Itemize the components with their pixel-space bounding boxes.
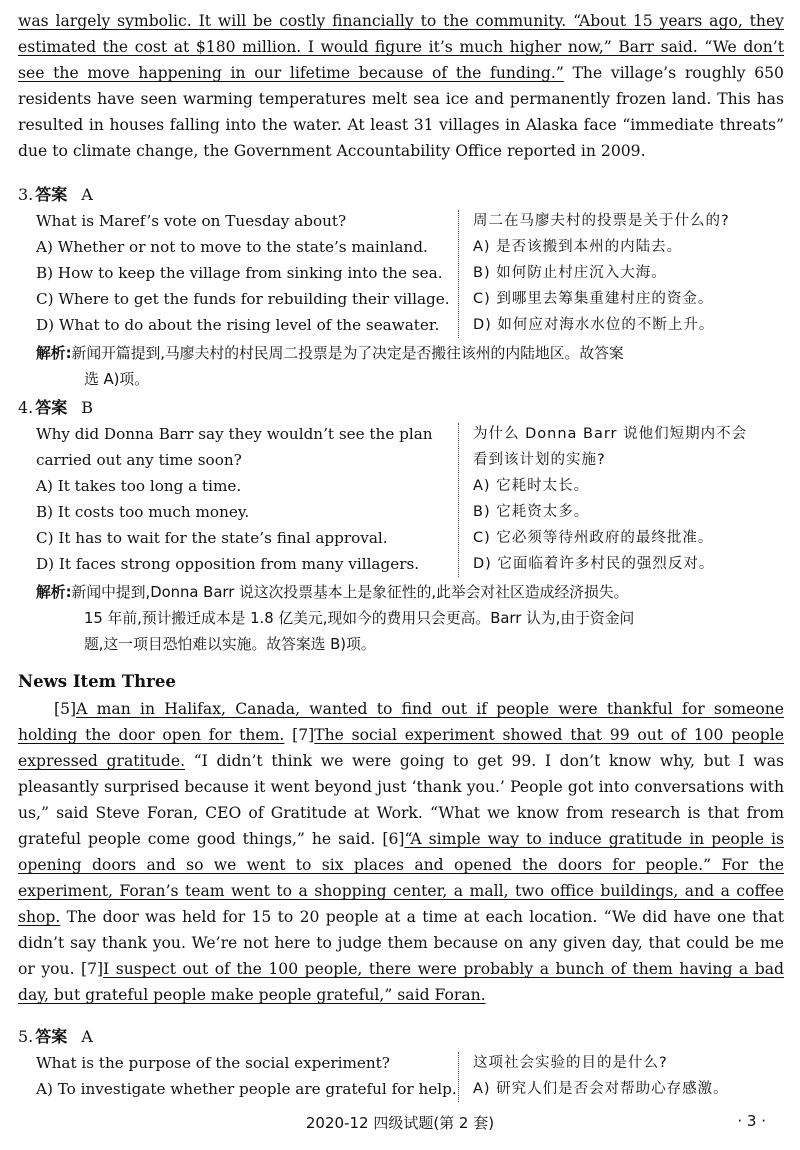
page-footer bbox=[0, 1112, 800, 1136]
q5-divider bbox=[458, 1052, 459, 1102]
q5-stem-zh: 这项社会实验的目的是什么? bbox=[473, 1055, 668, 1071]
q3-explanation-line-2: 选 A)项。 bbox=[84, 371, 149, 388]
q3-option-a-en: A) Whether or not to move to the state’s mainland. bbox=[36, 238, 428, 256]
q3-option-c-en: C) Where to get the funds for rebuilding their village. bbox=[36, 290, 450, 308]
q3-answer: A bbox=[81, 185, 93, 204]
q5-answer-label: 答案 bbox=[35, 1027, 68, 1046]
q3-explanation bbox=[36, 341, 784, 393]
q3-chinese bbox=[473, 208, 791, 338]
news-item-three-title: News Item Three bbox=[18, 672, 176, 691]
news3-text-segment: The door was held for 15 to 20 people at a time at each location. “We did have one that didn’t say thank you. We’re not here to judge them because on any given day, that could be me or you. [7] bbox=[18, 908, 784, 978]
q5-chinese bbox=[473, 1050, 791, 1102]
news3-underlined-segment: The social experiment showed that 99 out of 100 people expressed gratitude. bbox=[18, 726, 784, 770]
q4-option-b-zh: B) 它耗资太多。 bbox=[473, 504, 590, 520]
q5-stem-en: What is the purpose of the social experiment? bbox=[36, 1054, 390, 1072]
news3-underlined-segment: I suspect out of the 100 people, there were probably a bunch of them having a bad day, but grateful people make people grateful,” said Foran. bbox=[18, 960, 784, 1004]
news3-underlined-segment: “A simple way to induce gratitude in people is opening doors and so we went to six places and opened the doors for people.” For the experiment, Foran’s team went to a shopping center, a mall, two office buildings, and a coffee shop. bbox=[18, 830, 784, 926]
q4-stem-en-line-1: Why did Donna Barr say they wouldn’t see the plan bbox=[36, 425, 433, 443]
q4-stem-en-line-2: carried out any time soon? bbox=[36, 451, 242, 469]
q4-stem-zh-line-1: 为什么 Donna Barr 说他们短期内不会 bbox=[473, 426, 748, 442]
q4-explanation-line-1: 新闻中提到,Donna Barr 说这次投票基本上是象征性的,此举会对社区造成经济损失。 bbox=[71, 584, 629, 601]
intro-underlined-segment: was largely symbolic. It will be costly financially to the community. “About 15 years ago, they estimated the cost at $180 million. I would figure it’s much higher now,” Barr said. “We don’t see the move happening in our lifetime because of the funding.” bbox=[18, 12, 784, 82]
q3-option-b-en: B) How to keep the village from sinking into the sea. bbox=[36, 264, 443, 282]
q3-stem-en: What is Maref’s vote on Tuesday about? bbox=[36, 212, 347, 230]
intro-text-segment: The village’s roughly 650 residents have seen warming temperatures melt sea ice and permanently frozen land. This has resulted in houses falling into the water. At least 31 villages in Alaska face “immediate threats” due to climate change, the Government Accountability Office reported in 2009. bbox=[18, 64, 784, 160]
news-passage-two-ending bbox=[18, 8, 784, 164]
q3-divider bbox=[458, 210, 459, 338]
q3-number: 3. bbox=[18, 185, 34, 204]
news3-underlined-segment: A man in Halifax, Canada, wanted to find out if people were thankful for someone holding the door open for them. bbox=[18, 700, 784, 744]
q5-answer: A bbox=[81, 1027, 93, 1046]
q4-explanation-line-2: 15 年前,预计搬迁成本是 1.8 亿美元,现如今的费用只会更高。Barr 认为,由于资金问 bbox=[84, 610, 635, 627]
news3-text-segment: [5] bbox=[54, 700, 77, 718]
q5-number: 5. bbox=[18, 1027, 34, 1046]
q3-option-a-zh: A) 是否该搬到本州的内陆去。 bbox=[473, 239, 683, 255]
q4-chinese bbox=[473, 421, 791, 577]
q3-answer-label: 答案 bbox=[35, 185, 68, 204]
q4-number: 4. bbox=[18, 398, 34, 417]
footer-title: 2020-12 四级试题(第 2 套) bbox=[305, 1114, 495, 1132]
q4-english bbox=[36, 421, 448, 577]
q4-option-c-zh: C) 它必须等待州政府的最终批准。 bbox=[473, 530, 714, 546]
news3-text-segment: [7] bbox=[284, 726, 315, 744]
news-item-three-passage bbox=[18, 696, 784, 1008]
news3-text-segment: “I didn’t think we were going to get 99. I don’t know why, but I was pleasantly surprised because it went beyond just ‘thank you.’ People got into conversations with us,” said Steve Foran, CEO of Gratitude at Work. “What we know from research is that from grateful people come good things,” he said. [6] bbox=[18, 752, 784, 848]
q5-options-block bbox=[36, 1050, 788, 1104]
q3-option-b-zh: B) 如何防止村庄沉入大海。 bbox=[473, 265, 667, 281]
q4-option-d-en: D) It faces strong opposition from many villagers. bbox=[36, 555, 420, 573]
q5-header bbox=[18, 1024, 93, 1050]
q3-option-d-en: D) What to do about the rising level of the seawater. bbox=[36, 316, 440, 334]
q3-english bbox=[36, 208, 448, 338]
q3-explanation-line-1: 新闻开篇提到,马廖夫村的村民周二投票是为了决定是否搬往该州的内陆地区。故答案 bbox=[71, 345, 624, 362]
q4-explanation-label: 解析: bbox=[36, 584, 72, 601]
q3-stem-zh: 周二在马廖夫村的投票是关于什么的? bbox=[473, 213, 730, 229]
q4-option-c-en: C) It has to wait for the state’s final approval. bbox=[36, 529, 388, 547]
q4-divider bbox=[458, 423, 459, 577]
q4-header bbox=[18, 395, 93, 421]
q4-option-a-en: A) It takes too long a time. bbox=[36, 477, 242, 495]
q4-option-b-en: B) It costs too much money. bbox=[36, 503, 250, 521]
q3-header bbox=[18, 182, 93, 208]
q3-options-block bbox=[36, 208, 788, 340]
q3-option-c-zh: C) 到哪里去筹集重建村庄的资金。 bbox=[473, 291, 714, 307]
page-number: · 3 · bbox=[737, 1112, 766, 1130]
q4-options-block bbox=[36, 421, 788, 579]
q4-answer: B bbox=[81, 398, 94, 417]
q4-stem-zh-line-2: 看到该计划的实施? bbox=[473, 452, 606, 468]
q4-option-d-zh: D) 它面临着许多村民的强烈反对。 bbox=[473, 556, 715, 572]
q5-option-a-en: A) To investigate whether people are grateful for help. bbox=[36, 1080, 457, 1098]
q4-answer-label: 答案 bbox=[35, 398, 68, 417]
q4-explanation-line-3: 题,这一项目恐怕难以实施。故答案选 B)项。 bbox=[84, 636, 376, 653]
q5-option-a-zh: A) 研究人们是否会对帮助心存感激。 bbox=[473, 1081, 729, 1097]
q3-option-d-zh: D) 如何应对海水水位的不断上升。 bbox=[473, 317, 715, 333]
q5-english bbox=[36, 1050, 457, 1102]
q3-explanation-label: 解析: bbox=[36, 345, 72, 362]
q4-explanation bbox=[36, 580, 784, 658]
q4-option-a-zh: A) 它耗时太长。 bbox=[473, 478, 590, 494]
